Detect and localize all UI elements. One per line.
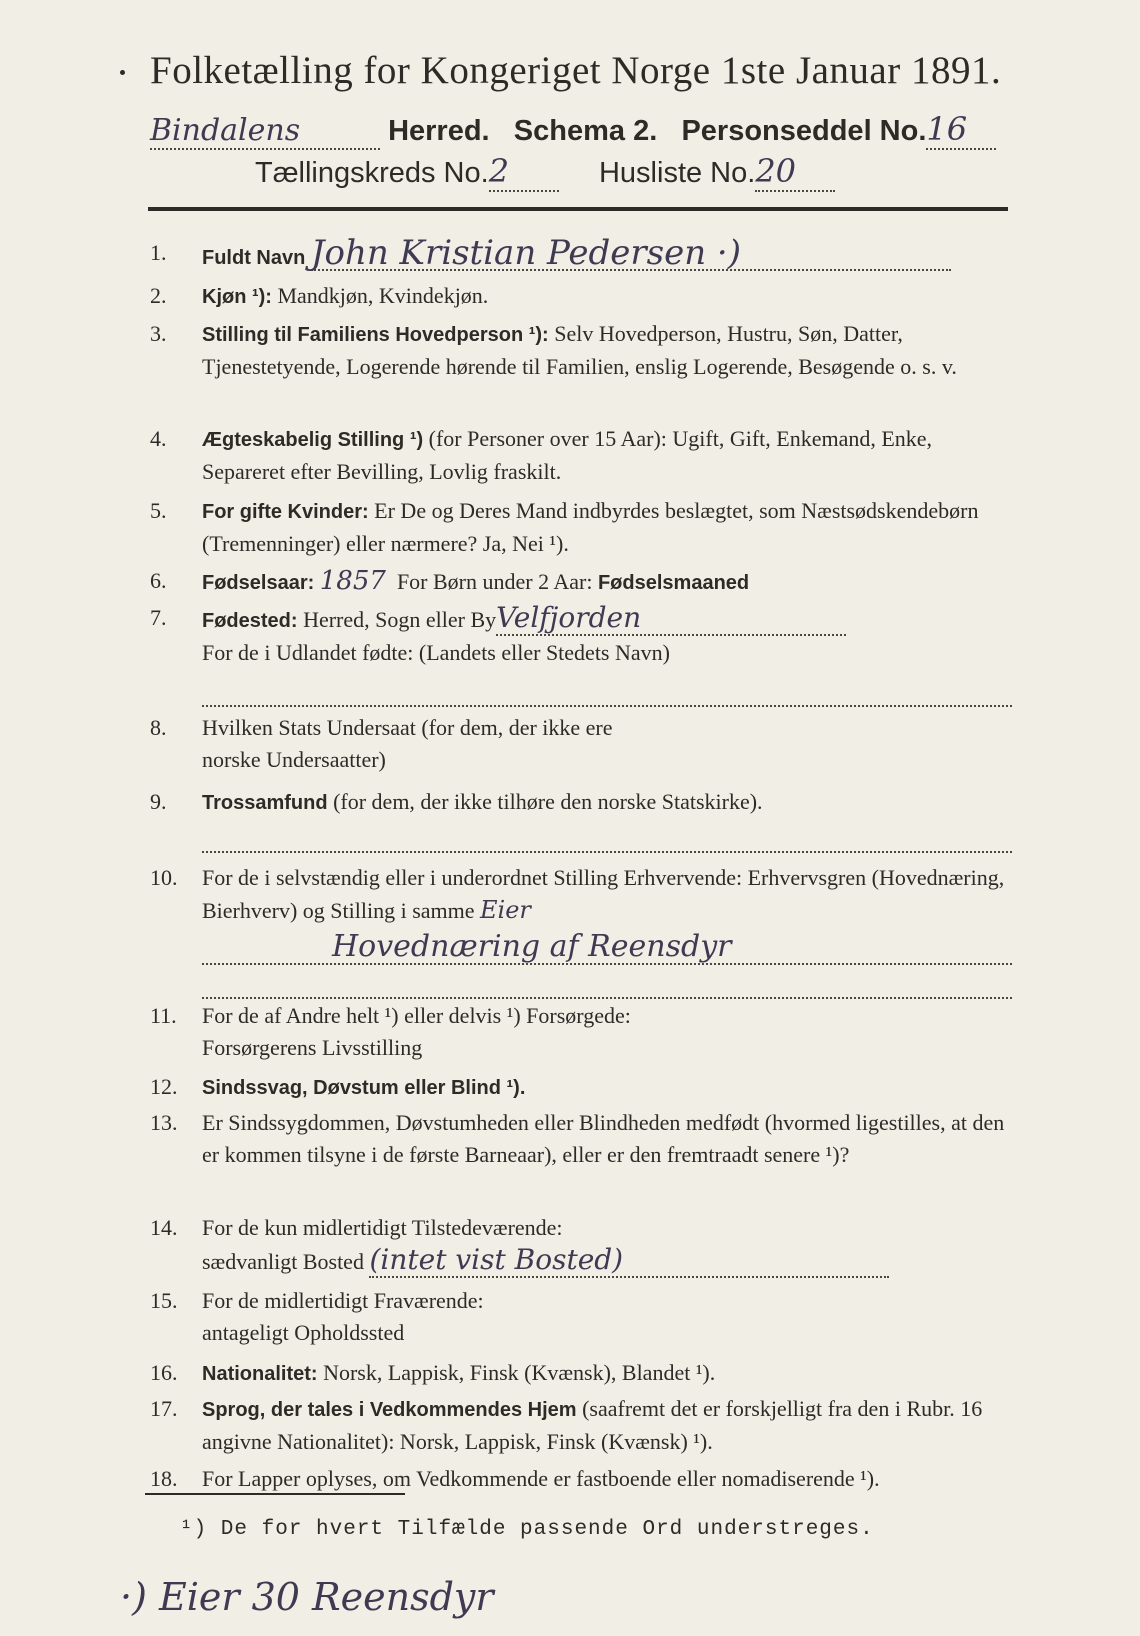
herred-value: Bindalens <box>150 113 380 150</box>
item-number: 8. <box>150 715 167 740</box>
item-number: 17. <box>150 1396 178 1421</box>
item-label: Nationalitet: <box>202 1363 318 1385</box>
item-text: Forsørgerens Livsstilling <box>202 1035 423 1060</box>
item-label: Fødselsmaaned <box>597 572 750 594</box>
item-number: 4. <box>150 426 167 451</box>
ink-dot <box>120 70 125 75</box>
kreds-value: 2 <box>489 152 559 192</box>
item-text: sædvanligt Bosted <box>202 1249 364 1274</box>
item-label: Kjøn ¹): <box>202 286 272 308</box>
birth-year-value: 1857 <box>319 566 386 596</box>
item-text: Norsk, Lappisk, Finsk (Kvænsk), Blandet ¹). <box>323 1360 716 1385</box>
full-name-value: John Kristian Pedersen ·) <box>311 237 951 271</box>
item-text: Mandkjøn, Kvindekjøn. <box>277 283 489 308</box>
item-text: Herred, Sogn eller By <box>303 607 497 632</box>
item-number: 10. <box>150 865 178 890</box>
item-text: Hvilken Stats Undersaat (for dem, der ikke ere norske Undersaatter) <box>202 715 613 772</box>
item-text: For de kun midlertidigt Tilstedeværende: <box>202 1215 563 1240</box>
item-number: 3. <box>150 321 167 346</box>
herred-label: Herred. <box>388 115 490 147</box>
schema-label: Schema 2. <box>513 115 658 147</box>
occupation-value: Eier <box>480 896 531 924</box>
form-title: Folketælling for Kongeriget Norge 1ste Januar 1891. <box>150 49 1002 92</box>
personseddel-label: Personseddel No. <box>681 115 927 147</box>
item-number: 13. <box>150 1110 178 1135</box>
item-label: Stilling til Familiens Hovedperson ¹): <box>202 324 549 346</box>
blank-line <box>202 683 1012 707</box>
item-text: For Lapper oplyses, om Vedkommende er fastboende eller nomadiserende ¹). <box>202 1466 880 1491</box>
item-label: Ægteskabelig Stilling ¹) <box>202 429 424 451</box>
item-number: 16. <box>150 1360 178 1385</box>
birthplace-value: Velfjorden <box>496 602 846 636</box>
item-label: Sprog, der tales i Vedkommendes Hjem <box>202 1399 577 1421</box>
item-label: Fødested: <box>202 610 298 632</box>
item-label: Sindssvag, Døvstum eller Blind ¹). <box>202 1077 526 1099</box>
item-label: For gifte Kvinder: <box>202 501 369 523</box>
item-number: 11. <box>150 1003 177 1028</box>
item-text: For de midlertidigt Fraværende: <box>202 1288 484 1313</box>
item-text: For de i Udlandet fødte: (Landets eller Stedets Navn) <box>202 640 670 665</box>
item-text: For Børn under 2 Aar: <box>396 569 593 594</box>
item-text: For de af Andre helt ¹) eller delvis ¹) Forsørgede: <box>202 1003 631 1028</box>
footnote: ¹) De for hvert Tilfælde passende Ord understreges. <box>180 1518 874 1541</box>
item-number: 6. <box>150 568 167 593</box>
item-number: 15. <box>150 1288 178 1313</box>
form-header-line <box>150 110 1020 150</box>
item-label: Trossamfund <box>202 792 328 814</box>
husliste-value: 20 <box>755 152 835 192</box>
item-text: (for dem, der ikke tilhøre den norske Statskirke). <box>333 789 763 814</box>
handwritten-note: ·) Eier 30 Reensdyr <box>120 1575 494 1619</box>
item-label: Fuldt Navn <box>202 247 306 269</box>
item-text: antageligt Opholdssted <box>202 1320 405 1345</box>
item-number: 18. <box>150 1466 178 1491</box>
item-number: 12. <box>150 1074 178 1099</box>
item-number: 14. <box>150 1215 178 1240</box>
item-number: 9. <box>150 789 167 814</box>
header-rule <box>148 207 1008 211</box>
footnote-rule <box>145 1493 405 1495</box>
residence-value: (intet vist Bosted) <box>369 1244 889 1278</box>
blank-line <box>202 829 1012 853</box>
item-number: 1. <box>150 240 167 265</box>
item-text: Er De og Deres Mand indbyrdes beslægtet, som Næstsødskendebørn (Tremenninger) eller nærmere? Ja, Nei ¹). <box>202 498 979 556</box>
personseddel-value: 16 <box>926 110 996 150</box>
item-number: 5. <box>150 498 167 523</box>
item-label: Fødselsaar: <box>202 572 315 594</box>
item-text: Er Sindssygdommen, Døvstumheden eller Blindheden medfødt (hvormed ligestilles, at den er kommen tilsyne i de første Barneaar), eller er den fremtraadt senere ¹)? <box>202 1110 1005 1167</box>
item-number: 7. <box>150 605 167 630</box>
kreds-label: Tællingskreds No. <box>255 157 489 189</box>
kreds-line <box>255 152 955 192</box>
occupation-detail-value: Hovednæring af Reensdyr <box>202 931 1012 965</box>
item-text: (saafremt det er forskjelligt fra den i Rubr. 16 angivne Nationalitet): Norsk, Lappisk, Finsk (Kvænsk) ¹). <box>202 1396 983 1454</box>
item-text: Selv Hovedperson, Hustru, Søn, Datter, Tjenestetyende, Logerende hørende til Familien, enslig Logerende, Besøgende o. s. v. <box>202 321 957 379</box>
husliste-label: Husliste No. <box>598 157 756 189</box>
item-number: 2. <box>150 283 167 308</box>
blank-line <box>202 975 1012 999</box>
item-text: (for Personer over 15 Aar): Ugift, Gift, Enkemand, Enke, Separeret efter Bevilling, Lovlig fraskilt. <box>202 426 933 484</box>
item-text: For de i selvstændig eller i underordnet Stilling Erhvervende: Erhvervsgren (Hovednæring, Bierhverv) og Stilling i samme <box>202 865 1005 923</box>
